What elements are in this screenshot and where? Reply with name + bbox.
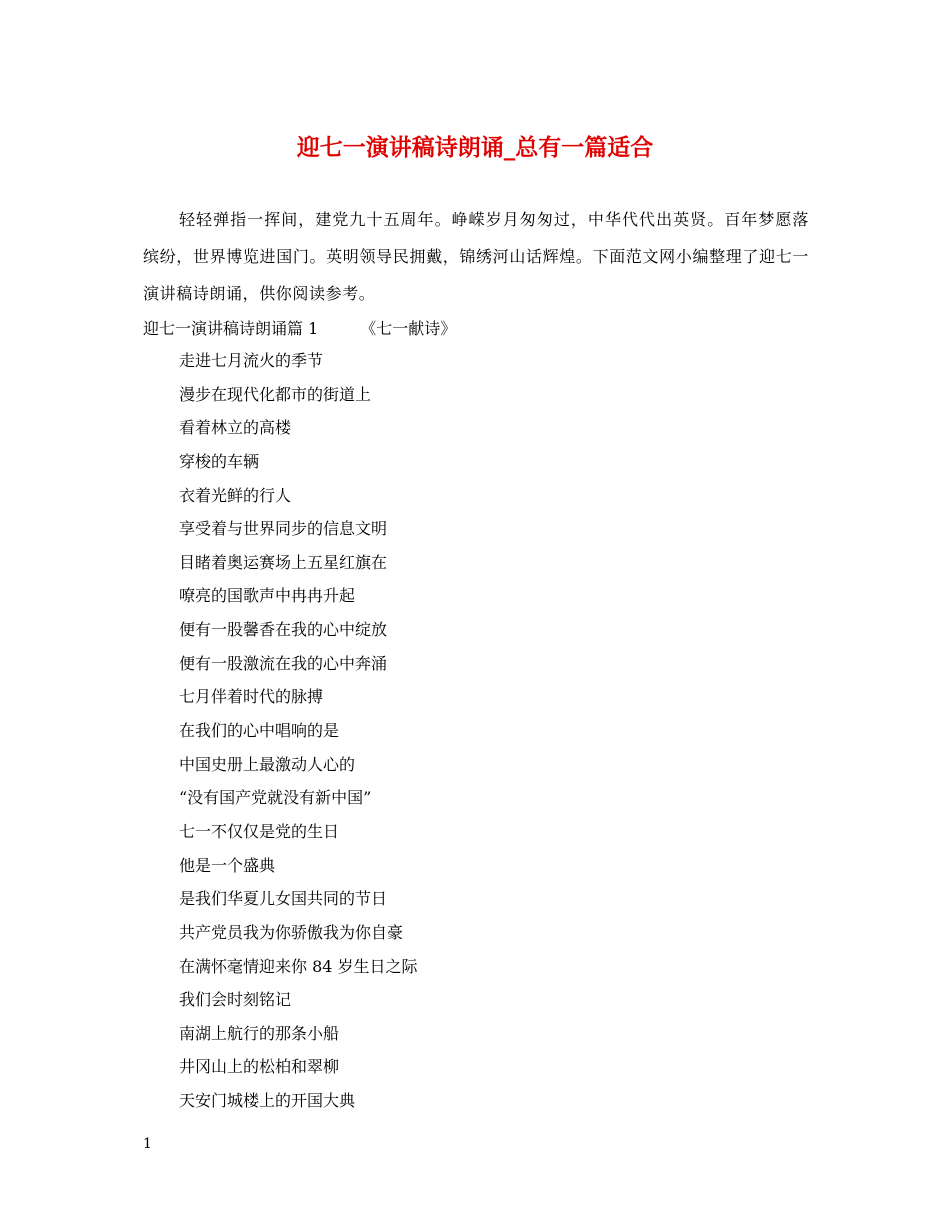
page-number: 1 <box>143 1136 152 1152</box>
poem-line: 我们会时刻铭记 <box>179 990 292 1010</box>
poem-line: 漫步在现代化都市的街道上 <box>179 384 372 404</box>
poem-line: 南湖上航行的那条小船 <box>179 1023 340 1043</box>
poem-line: 中国史册上最激动人心的 <box>179 754 356 774</box>
poem-line: 七月伴着时代的脉搏 <box>179 687 324 707</box>
poem-line: 便有一股激流在我的心中奔涌 <box>179 653 388 673</box>
poem-line: 七一不仅仅是党的生日 <box>179 821 340 841</box>
poem-line: 嘹亮的国歌声中冉冉升起 <box>179 586 356 606</box>
poem-line: 穿梭的车辆 <box>179 451 260 471</box>
poem-line: 共产党员我为你骄傲我为你自豪 <box>179 922 404 942</box>
poem-line: 享受着与世界同步的信息文明 <box>179 519 388 539</box>
document-title: 迎七一演讲稿诗朗诵_总有一篇适合 <box>296 134 654 161</box>
poem-line: 衣着光鲜的行人 <box>179 485 292 505</box>
poem-line: 看着林立的高楼 <box>179 418 292 438</box>
poem-line: 井冈山上的松柏和翠柳 <box>179 1057 340 1077</box>
poem-line: 在我们的心中唱响的是 <box>179 721 340 741</box>
intro-paragraph: 轻轻弹指一挥间，建党九十五周年。峥嵘岁月匆匆过，中华代代出英贤。百年梦愿落缤纷，世界博览进国门。英明领导民拥戴，锦绣河山话辉煌。下面范文网小编整理了迎七一演讲稿诗朗诵，供你阅读参考。 <box>143 210 809 303</box>
poem-title: 《七一献诗》 <box>360 319 457 338</box>
poem-line: 目睹着奥运赛场上五星红旗在 <box>179 552 388 572</box>
poem-line: 是我们华夏儿女国共同的节日 <box>179 889 388 909</box>
poem-line: 走进七月流火的季节 <box>179 351 324 370</box>
poem-line: 天安门城楼上的开国大典 <box>179 1091 356 1111</box>
poem-line: 他是一个盛典 <box>179 855 276 875</box>
section-heading <box>143 313 456 345</box>
poem-line: “没有国产党就没有新中国” <box>179 788 372 808</box>
poem-line: 在满怀毫情迎来你 84 岁生日之际 <box>179 956 418 976</box>
section-heading-text: 迎七一演讲稿诗朗诵篇 1 <box>143 319 319 338</box>
poem-lines <box>179 344 418 1118</box>
poem-line: 便有一股馨香在我的心中绽放 <box>179 620 388 640</box>
